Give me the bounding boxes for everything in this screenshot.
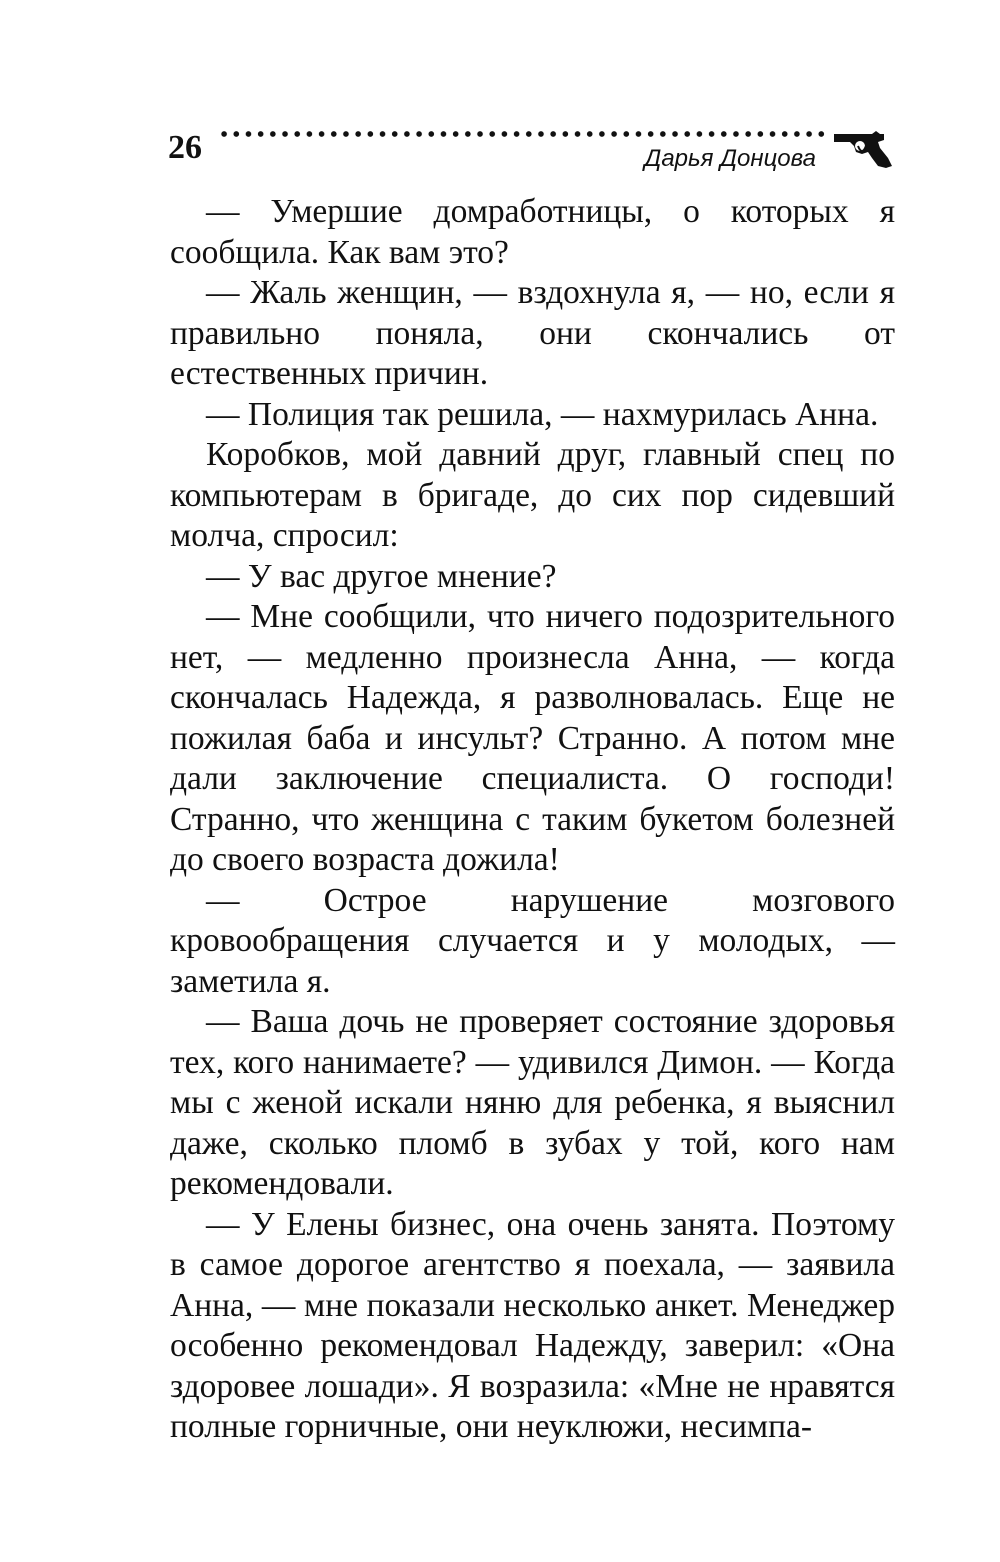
paragraph: — Ваша дочь не проверяет состояние здоровья тех, кого нанимаете? — удивился Димон. — Когда мы с женой искали няню для ребенка, я выяснил даже, сколько пломб в зубах у той, кого нам рекомендовали. <box>170 1003 895 1202</box>
body-text <box>170 192 895 1448</box>
paragraph: — У Елены бизнес, она очень занята. Поэтому в самое дорогое агентство я поехала, — заявила Анна, — мне показали несколько анкет. Менеджер особенно рекомендовал Надежду, заверил: «Она здоровее лошади». Я возразила: «Мне не нравятся полные горничные, они неуклюжи, несимпа- <box>170 1205 895 1445</box>
paragraph: — Острое нарушение мозгового кровообращения случается и у молодых, — заметила я. <box>170 881 895 1000</box>
paragraph: — Мне сообщили, что ничего подозрительного нет, — медленно произнесла Анна, — когда скончалась Надежда, я разволновалась. Еще не пожилая баба и инсульт? Странно. А потом мне дали заключение специалиста. О господи! Странно, что женщина с таким букетом болезней до своего возраста дожила! <box>170 598 895 878</box>
paragraph: — У вас другое мнение? <box>206 557 557 595</box>
running-header <box>168 118 900 188</box>
page-number: 26 <box>168 129 202 166</box>
author-name: Дарья Донцова <box>644 145 816 172</box>
paragraph: — Умершие домработницы, о которых я сообщила. Как вам это? <box>170 193 895 271</box>
paragraph: Коробков, мой давний друг, главный спец по компьютерам в бригаде, до сих пор сидевший молча, спросил: <box>170 436 895 554</box>
revolver-icon <box>832 128 896 170</box>
paragraph: — Полиция так решила, — нахмурилась Анна. <box>206 395 879 433</box>
paragraph: — Жаль женщин, — вздохнула я, — но, если я правильно поняла, они скончались от естественных причин. <box>170 274 895 392</box>
dotted-rule <box>218 130 828 138</box>
